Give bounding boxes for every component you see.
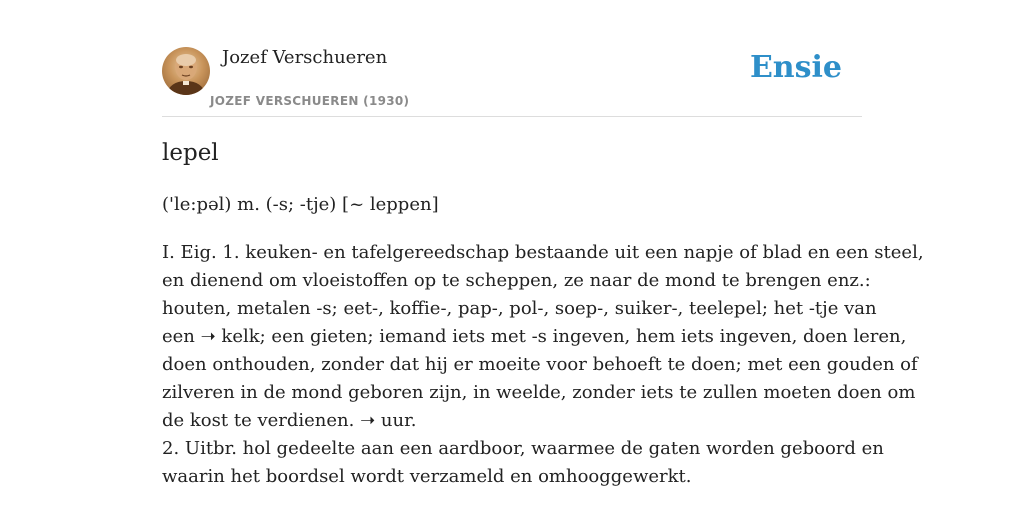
definition-line: waarin het boordsel wordt verzameld en omhooggewerkt. [162,466,692,487]
author-portrait-icon [162,47,210,95]
entry-headword: lepel [162,140,219,166]
entry-pronunciation: ('le:pəl) m. (-s; -tje) [~ leppen] [162,194,439,215]
definition-line: zilveren in de mond geboren zijn, in weelde, zonder iets te zullen moeten doen om [162,382,916,403]
definition-line: doen onthouden, zonder dat hij er moeite voor behoeft te doen; met een gouden of [162,354,918,375]
definition-line: en dienend om vloeistoffen op te scheppen, ze naar de mond te brengen enz.: [162,270,871,291]
definition-line: de kost te verdienen. ➝ uur. [162,410,417,431]
definition-line: een ➝ kelk; een gieten; iemand iets met -s ingeven, hem iets ingeven, doen leren, [162,326,907,347]
definition-line: 2. Uitbr. hol gedeelte aan een aardboor, waarmee de gaten worden geboord en [162,438,884,459]
ensie-logo-link[interactable]: Ensie [749,50,842,85]
entry-definition [162,239,924,491]
definition-line: houten, metalen -s; eet-, koffie-, pap-, pol-, soep-, suiker-, teelepel; het -tje van [162,298,877,319]
author-header [162,44,862,117]
author-avatar[interactable] [162,47,210,95]
definition-line: I. Eig. 1. keuken- en tafelgereedschap bestaande uit een napje of blad en een steel, [162,242,924,263]
author-name-link[interactable]: Jozef Verschueren [222,47,388,68]
source-label: JOZEF VERSCHUEREN (1930) [210,94,410,108]
